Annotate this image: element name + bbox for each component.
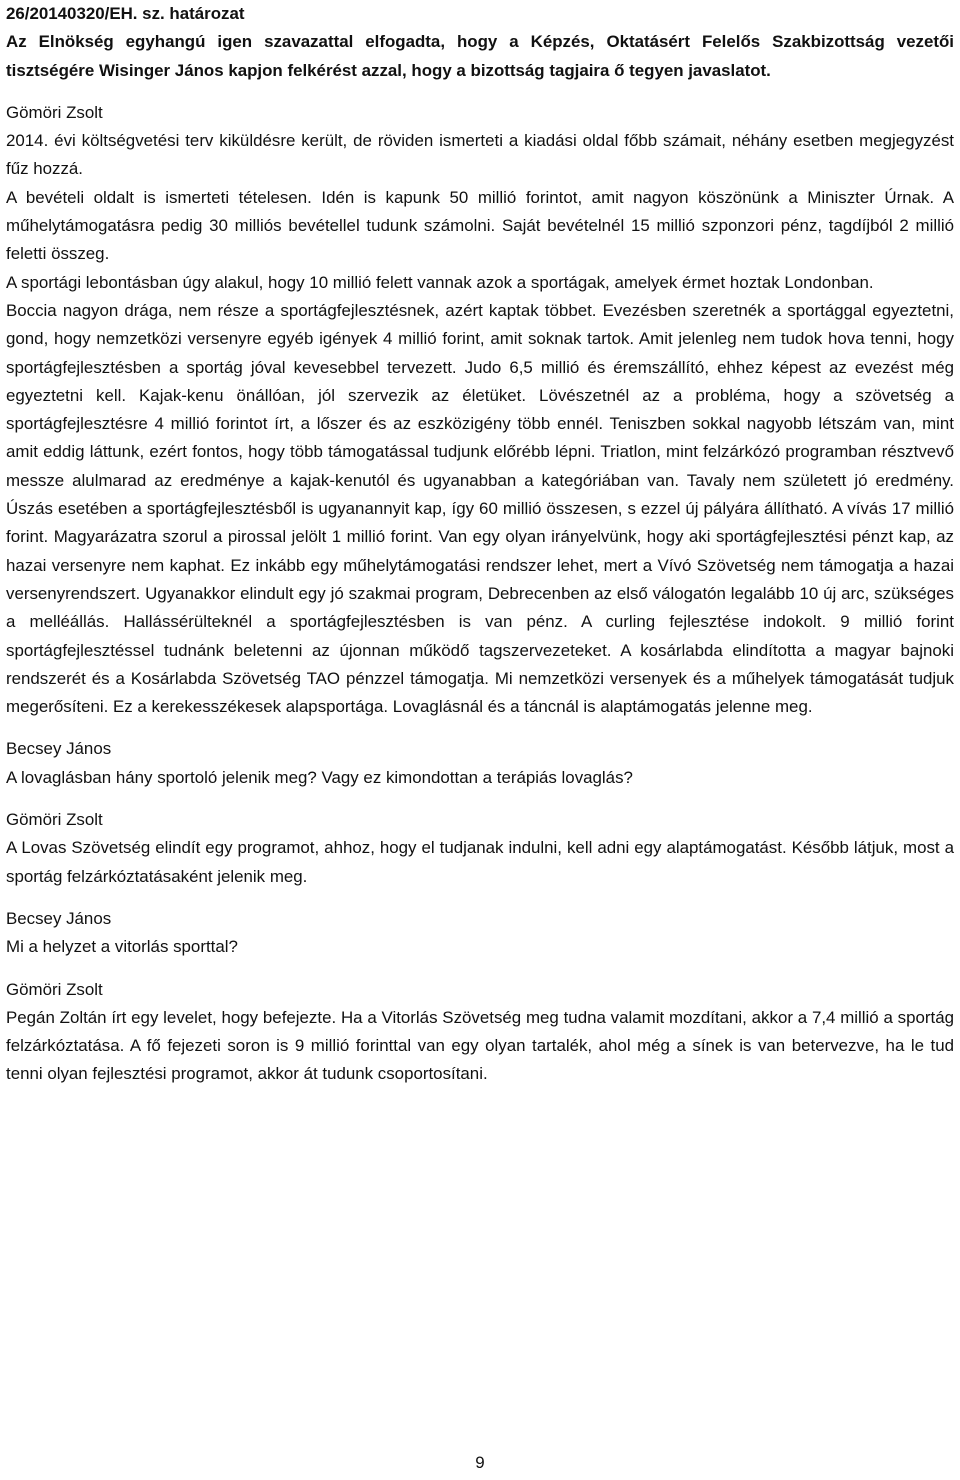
speech-paragraph: A lovaglásban hány sportoló jelenik meg? Vagy ez kimondottan a terápiás lovaglás?: [6, 767, 633, 787]
speaker-name: Gömöri Zsolt: [6, 810, 103, 830]
speaker-name: Becsey János: [6, 908, 112, 928]
speaker-name: Gömöri Zsolt: [6, 102, 103, 122]
resolution-text: Az Elnökség egyhangú igen szavazattal elfogadta, hogy a Képzés, Oktatásért Felelős Szakbizottság vezetői tisztségére Wisinger János kapjon felkérést azzal, hogy a bizottság tagjaira ő tegyen javaslatot.: [6, 32, 954, 80]
document-page: [6, 0, 954, 1089]
speaker-name: Gömöri Zsolt: [6, 979, 103, 999]
minutes-body: [6, 99, 954, 1089]
speech-paragraph: Pegán Zoltán írt egy levelet, hogy befejezte. Ha a Vitorlás Szövetség meg tudna valamit mozdítani, akkor a 7,4 millió a sportág felzárkóztatása. A fő fejezeti soron is 9 millió forinttal van egy olyan tartalék, ahol még a sínek is van betervezve, ha le tud tenni olyan fejlesztési programot, akkor át tudunk csoportosítani.: [6, 1007, 954, 1084]
speech-paragraph: Mi a helyzet a vitorlás sporttal?: [6, 937, 238, 957]
resolution-number: 26/20140320/EH. sz. határozat: [6, 4, 245, 23]
speech-paragraph: A bevételi oldalt is ismerteti tételesen. Idén is kapunk 50 millió forintot, amit nagyon köszönünk a Miniszter Úrnak. A műhelytámogatásra pedig 30 milliós bevétellel tudunk számolni. Saját bevételnél 15 millió szponzori pénz, tagdíjból 2 millió feletti összeg.: [6, 187, 954, 264]
page-number: 9: [475, 1453, 485, 1472]
speaker-name: Becsey János: [6, 739, 112, 759]
speech-paragraph: A Lovas Szövetség elindít egy programot, ahhoz, hogy el tudjanak indulni, kell adni egy alaptámogatást. Később látjuk, most a sportág felzárkóztatásaként jelenik meg.: [6, 838, 954, 886]
speech-paragraph: A sportági lebontásban úgy alakul, hogy 10 millió felett vannak azok a sportágak, amelyek érmet hoztak Londonban.: [6, 272, 874, 292]
speech-paragraph: 2014. évi költségvetési terv kiküldésre került, de röviden ismerteti a kiadási oldal főbb számait, néhány esetben megjegyzést fűz hozzá.: [6, 131, 954, 179]
speech-paragraph: Boccia nagyon drága, nem része a sportágfejlesztésnek, azért kaptak többet. Evezésben szeretnék a sportággal egyeztetni, gond, hogy nemzetközi versenyre egyéb igények 4 millió forint, amit soknak tartok. Amit jelenleg nem tudok hova tenni, hogy sportágfejlesztésben a sportág jóval kevesebbel tervezett. Judo 6,5 millió és éremszállító, ehhez képest az evezést még egyeztetni kell. Kajak-kenu önállóan, jól szervezik az életüket. Lövészetnél az a probléma, hogy a szövetség a sportágfejlesztésre 4 millió forintot írt, a lőszer és az eszközigény több ennél. Teniszben sokkal nagyobb létszám van, mint amit eddig láttunk, ezért fontos, hogy több támogatással tudjunk előrébb lépni. Triatlon, mint felzárkózó programban résztvevő messze alulmarad az eredménye a kajak-kenutól és ugyanabban a kategóriában van. Tavaly nem született jó eredmény. Úszás esetében a sportágfejlesztésből is ugyanannyit kap, így 60 millió összesen, s ezzel új pályára állítható. A vívás 17 millió forint. Magyarázatra szorul a pirossal jelölt 1 millió forint. Van egy olyan irányelvünk, hogy aki sportágfejlesztési pénzt kap, az hazai versenyre nem kaphat. Ez inkább egy műhelytámogatási rendszer lehet, mert a Vívó Szövetség nem támogatja a hazai versenyrendszert. Ugyanakkor elindult egy jó szakmai program, Debrecenben az első válogatón legalább 10 új arc, szükséges a melléállás. Hallássérülteknél a sportágfejlesztésben is van pénz. A curling fejlesztése indokolt. 9 millió forint sportágfejlesztéssel tudnánk beletenni az újonnan működő tagszervezeteket. A kosárlabda elindította a magyar bajnoki rendszerét és a Kosárlabda Szövetség TAO pénzzel támogatja. Mi nemzetközi versenyek és a műhelyek támogatását tudjuk megerősíteni. Ez a kerekesszékesek alapsportága. Lovaglásnál és a táncnál is alaptámogatás jelenne meg.: [6, 300, 954, 717]
